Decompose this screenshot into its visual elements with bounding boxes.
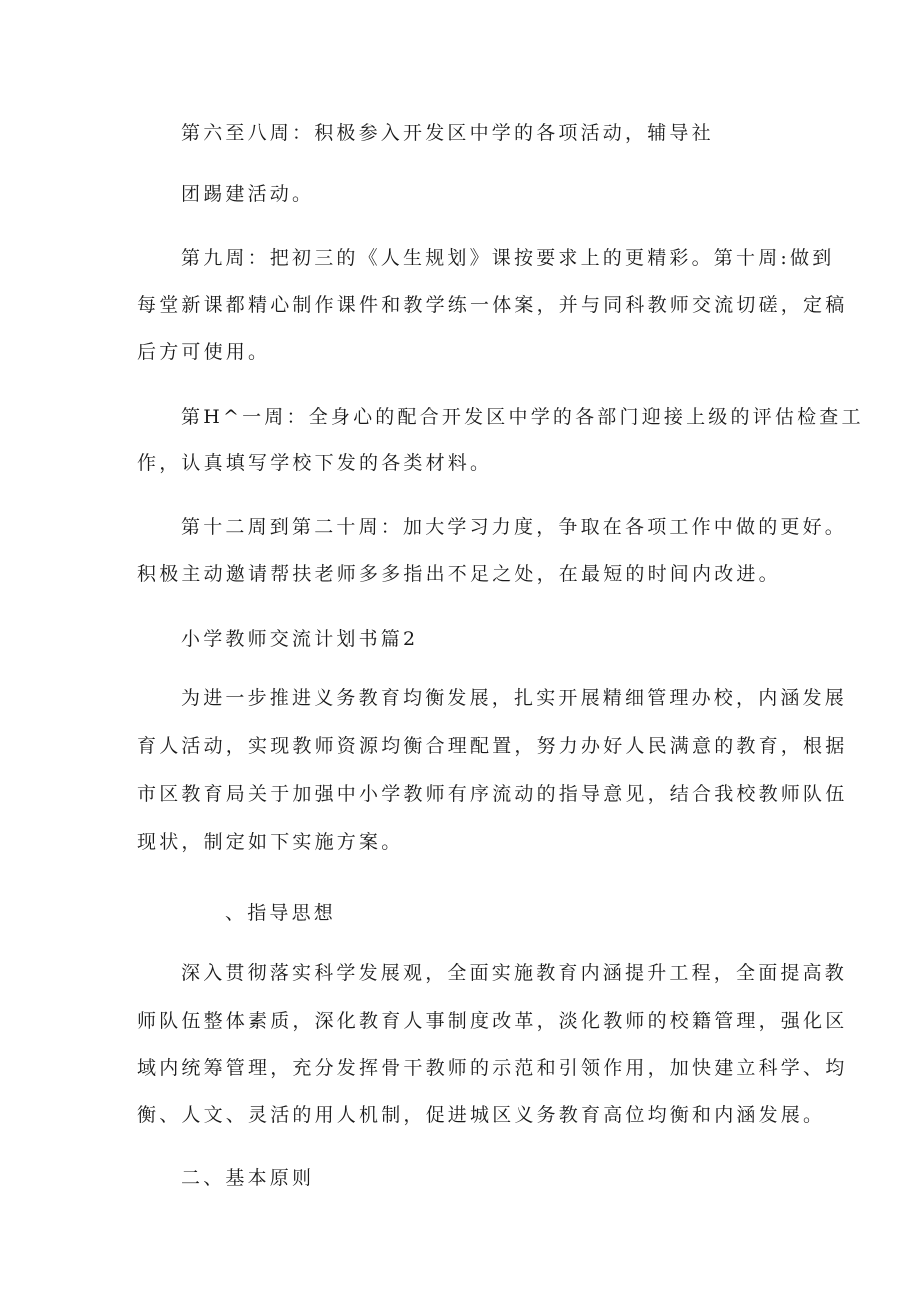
text-line: 深入贯彻落实科学发展观，全面实施教育内涵提升工程，全面提高教: [181, 962, 848, 984]
section-title: 小学教师交流计划书篇2: [181, 628, 419, 650]
text-line: 第六至八周：积极参入开发区中学的各项活动，辅导社: [181, 122, 714, 144]
heading-basic-principles: 二、基本原则: [181, 1167, 315, 1189]
text-line: 现状，制定如下实施方案。: [137, 831, 404, 853]
text-line: 第H^一周：全身心的配合开发区中学的各部门迎接上级的评估检查工: [181, 406, 864, 428]
text-line: 后方可使用。: [137, 341, 271, 363]
text-line: 域内统筹管理，充分发挥骨干教师的示范和引领作用，加快建立科学、均: [137, 1057, 848, 1079]
text-line: 第九周：把初三的《人生规划》课按要求上的更精彩。第十周:做到: [181, 247, 835, 269]
text-line: 作，认真填写学校下发的各类材料。: [137, 452, 493, 474]
heading-guiding-ideology: 、指导思想: [225, 902, 337, 924]
text-line: 积极主动邀请帮扶老师多多指出不足之处，在最短的时间内改进。: [137, 563, 781, 585]
text-line: 每堂新课都精心制作课件和教学练一体案，并与同科教师交流切磋，定稿: [137, 294, 848, 316]
text-line: 团踢建活动。: [181, 183, 315, 205]
text-line: 师队伍整体素质，深化教育人事制度改革，淡化教师的校籍管理，强化区: [137, 1010, 848, 1032]
text-line: 第十二周到第二十周：加大学习力度，争取在各项工作中做的更好。: [181, 516, 848, 538]
text-line: 衡、人文、灵活的用人机制，促进城区义务教育高位均衡和内涵发展。: [137, 1104, 826, 1126]
text-line: 为进一步推进义务教育均衡发展，扎实开展精细管理办校，内涵发展: [181, 687, 848, 709]
text-line: 市区教育局关于加强中小学教师有序流动的指导意见，结合我校教师队伍: [137, 783, 848, 805]
text-line: 育人活动，实现教师资源均衡合理配置，努力办好人民满意的教育，根据: [137, 735, 848, 757]
